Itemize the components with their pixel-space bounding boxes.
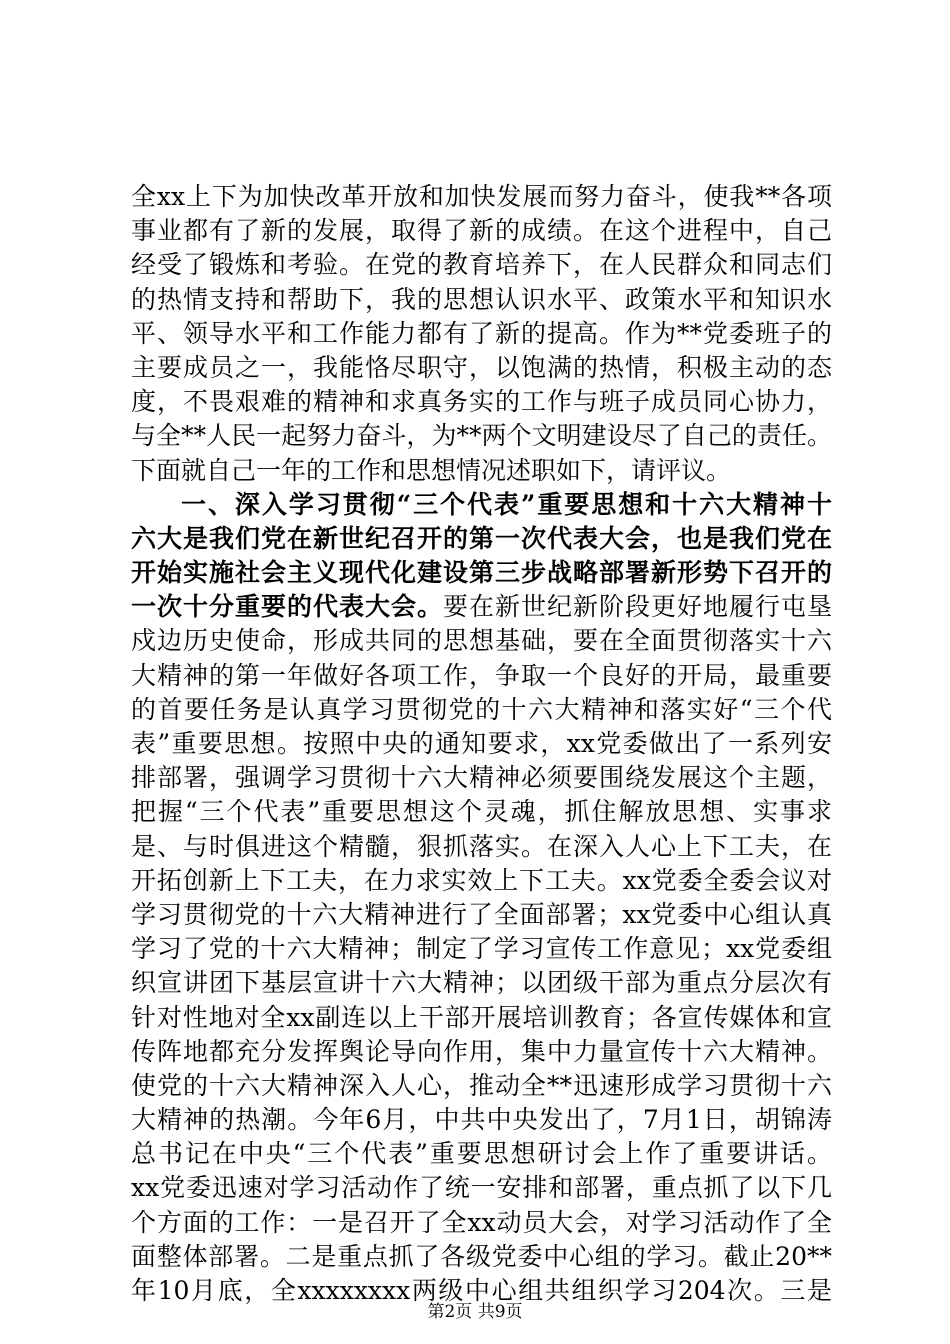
- bold-run: 一次十分重要的代表大会。: [131, 592, 443, 622]
- text-line: 年10月底，全xxxxxxxx两级中心组共组织学习204次。三是: [131, 1276, 832, 1305]
- paragraph-2: [131, 488, 832, 1309]
- text-line: 个方面的工作：一是召开了全xx动员大会，对学习活动作了全: [131, 1207, 832, 1237]
- text-line: xx党委迅速对学习活动作了统一安排和部署，重点抓了以下几: [131, 1173, 832, 1203]
- text-line: 平、领导水平和工作能力都有了新的提高。作为**党委班子的: [131, 318, 832, 348]
- text-line: 主要成员之一，我能恪尽职守，以饱满的热情，积极主动的态: [131, 352, 832, 382]
- text-line: 是、与时俱进这个精髓，狠抓落实。在深入人心上下工夫，在: [131, 831, 832, 861]
- section-heading-line: 六大是我们党在新世纪召开的第一次代表大会，也是我们党在: [131, 523, 832, 553]
- text-line: 开拓创新上下工夫，在力求实效上下工夫。xx党委全委会议对: [131, 865, 832, 895]
- text-line: 织宣讲团下基层宣讲十六大精神；以团级干部为重点分层次有: [131, 968, 832, 998]
- text-line: 总书记在中央“三个代表”重要思想研讨会上作了重要讲话。: [131, 1139, 832, 1169]
- text-line: 使党的十六大精神深入人心，推动全**迅速形成学习贯彻十六: [131, 1070, 832, 1100]
- text-line: 度，不畏艰难的精神和求真务实的工作与班子成员同心协力，: [131, 387, 832, 417]
- text-line: 与全**人民一起努力奋斗，为**两个文明建设尽了自己的责任。: [131, 421, 832, 451]
- text-line: 学习了党的十六大精神；制定了学习宣传工作意见；xx党委组: [131, 934, 832, 964]
- text-line: 大精神的热潮。今年6月，中共中央发出了，7月1日，胡锦涛: [131, 1105, 832, 1135]
- text-line: 戍边历史使命，形成共同的思想基础，要在全面贯彻落实十六: [131, 626, 832, 656]
- text-line: 针对性地对全xx副连以上干部开展培训教育；各宣传媒体和宣: [131, 1002, 832, 1032]
- text-line: 的首要任务是认真学习贯彻党的十六大精神和落实好“三个代: [131, 694, 832, 724]
- text-line: 把握“三个代表”重要思想这个灵魂，抓住解放思想、实事求: [131, 797, 832, 827]
- text-line: 面整体部署。二是重点抓了各级党委中心组的学习。截止20**: [131, 1241, 832, 1271]
- text-line: 排部署，强调学习贯彻十六大精神必须要围绕发展这个主题，: [131, 763, 832, 793]
- text-line-mixed: [131, 590, 832, 624]
- normal-run: 要在新世纪新阶段更好地履行屯垦: [443, 592, 832, 622]
- text-line: 经受了锻炼和考验。在党的教育培养下，在人民群众和同志们: [131, 250, 832, 280]
- text-line: 下面就自己一年的工作和思想情况述职如下，请评议。: [131, 455, 732, 485]
- page-number-footer: 第2页 共9页: [427, 1302, 523, 1322]
- section-heading-line: 一、深入学习贯彻“三个代表”重要思想和十六大精神十: [181, 489, 832, 519]
- paragraph-1: [131, 180, 832, 488]
- text-line: 传阵地都充分发挥舆论导向作用，集中力量宣传十六大精神。: [131, 1036, 832, 1066]
- document-body: [131, 180, 832, 1308]
- text-line: 的热情支持和帮助下，我的思想认识水平、政策水平和知识水: [131, 284, 832, 314]
- section-heading-line: 开始实施社会主义现代化建设第三步战略部署新形势下召开的: [131, 558, 832, 588]
- text-line: 事业都有了新的发展，取得了新的成绩。在这个进程中，自己: [131, 216, 832, 246]
- text-line: 大精神的第一年做好各项工作，争取一个良好的开局，最重要: [131, 660, 832, 690]
- text-line: 全xx上下为加快改革开放和加快发展而努力奋斗，使我**各项: [131, 182, 832, 211]
- text-line: 学习贯彻党的十六大精神进行了全面部署；xx党委中心组认真: [131, 899, 832, 929]
- text-line: 表”重要思想。按照中央的通知要求，xx党委做出了一系列安: [131, 729, 832, 758]
